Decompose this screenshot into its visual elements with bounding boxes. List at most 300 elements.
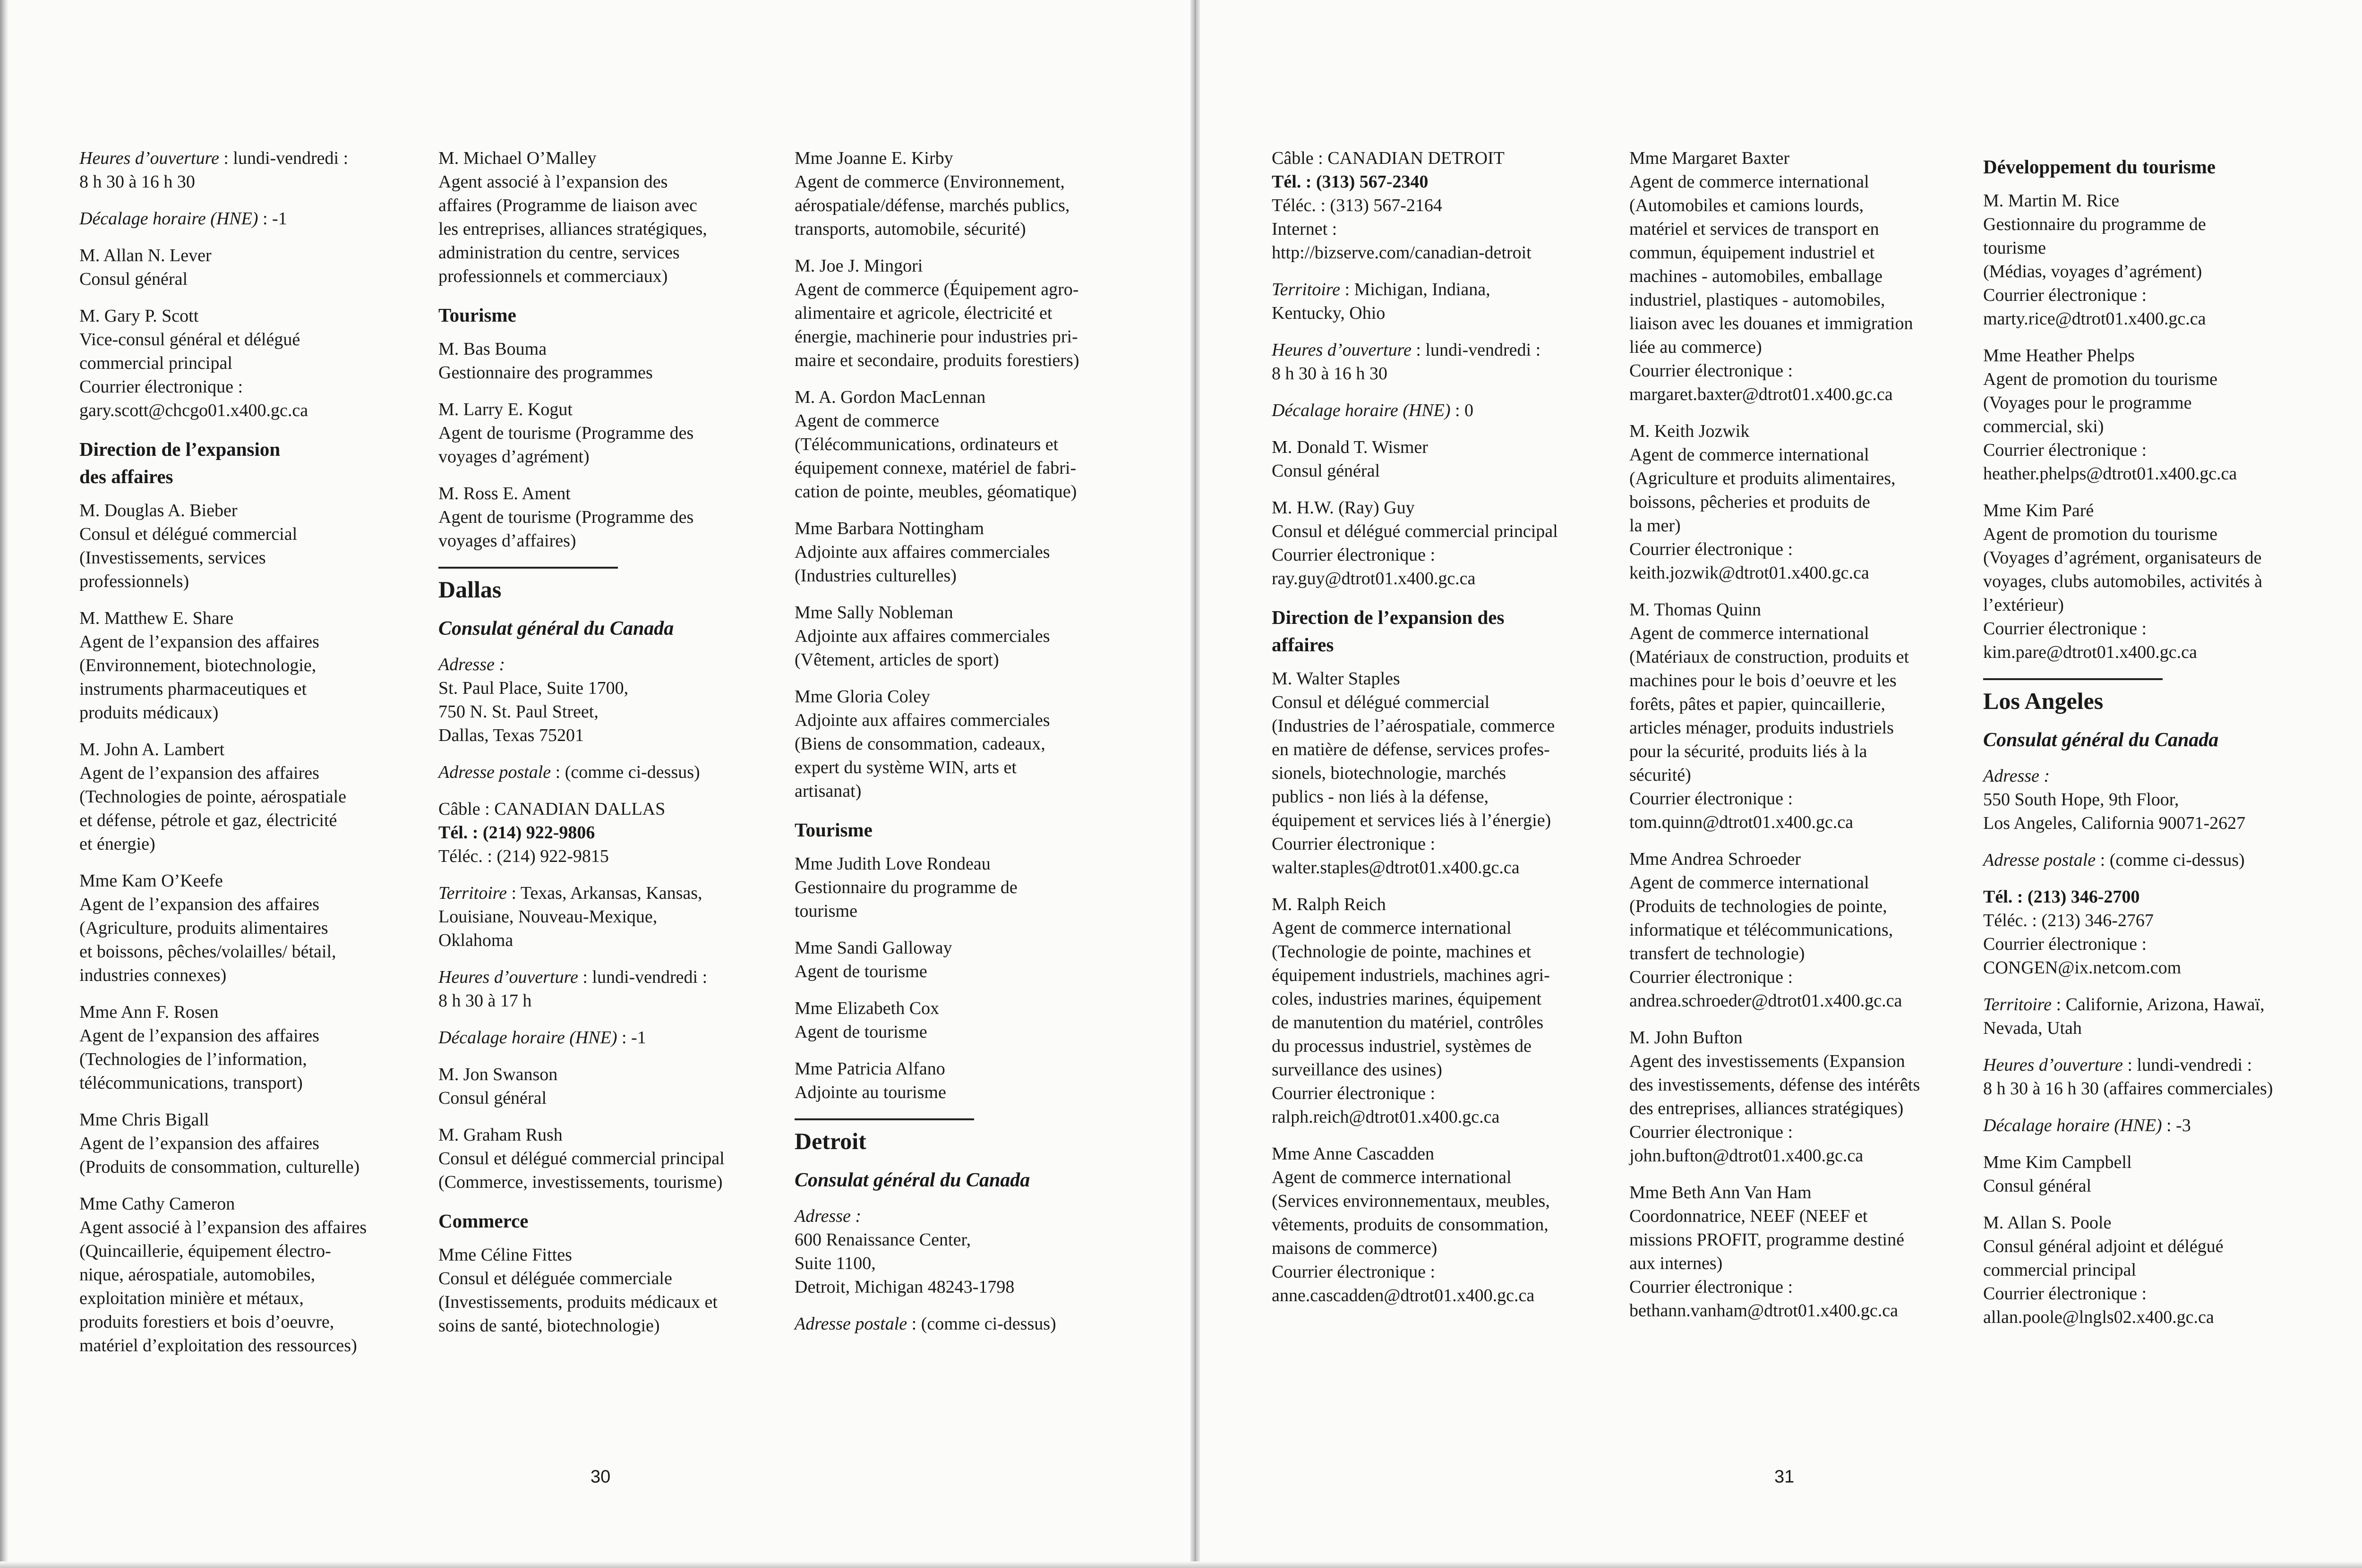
entry-line xyxy=(1629,645,1960,669)
entry-line xyxy=(1629,942,1960,965)
entry-text: (Technologies de pointe, aérospatiale xyxy=(79,787,347,807)
entry-line xyxy=(79,399,410,422)
entry-text: 8 h 30 à 16 h 30 xyxy=(1272,364,1387,383)
entry-text: Consulat général du Canada xyxy=(795,1169,1030,1191)
entry-text: M. Gary P. Scott xyxy=(79,306,199,326)
entry-line xyxy=(1272,893,1602,916)
entry-line xyxy=(79,463,410,490)
entry-text: Adresse : xyxy=(1983,766,2050,786)
entry-text: Mme Beth Ann Van Ham xyxy=(1629,1183,1812,1202)
entry-text: Mme Elizabeth Cox xyxy=(795,998,940,1018)
entry-line xyxy=(79,304,410,328)
entry-text: Téléc. : (213) 346-2767 xyxy=(1983,911,2154,930)
entry-line xyxy=(79,1048,410,1071)
right-page xyxy=(1195,0,2362,1568)
entry-line xyxy=(795,1228,1125,1252)
entry-text: M. Allan N. Lever xyxy=(79,246,212,265)
directory-entry xyxy=(1272,435,1602,483)
entry-text: Adresse : xyxy=(795,1206,862,1226)
directory-entry xyxy=(438,965,769,1013)
entry-line xyxy=(795,1204,1125,1228)
entry-text: tourisme xyxy=(1983,238,2046,258)
directory-entry xyxy=(438,398,769,469)
entry-text: 8 h 30 à 16 h 30 (affaires commerciales) xyxy=(1983,1079,2273,1099)
entry-line xyxy=(79,1071,410,1095)
entry-line xyxy=(795,349,1125,372)
section-heading xyxy=(79,435,410,490)
entry-line xyxy=(1272,1058,1602,1082)
section-heading xyxy=(795,816,1125,844)
entry-text: la mer) xyxy=(1629,516,1681,536)
entry-text: Consulat général du Canada xyxy=(1983,729,2219,751)
entry-text: 8 h 30 à 17 h xyxy=(438,991,532,1011)
directory-entry xyxy=(79,146,410,194)
entry-line xyxy=(1272,194,1602,217)
entry-line xyxy=(438,1170,769,1194)
entry-text: équipement et services liés à l’énergie) xyxy=(1272,810,1551,830)
entry-text: 550 South Hope, 9th Floor, xyxy=(1983,790,2179,810)
entry-line xyxy=(1272,631,1602,658)
entry-line xyxy=(1629,194,1960,217)
entry-text: Heures d’ouverture xyxy=(1272,340,1412,360)
entry-text: Agent de commerce international xyxy=(1629,623,1869,643)
entry-line xyxy=(1983,1077,2314,1100)
entry-text: M. Ralph Reich xyxy=(1272,895,1386,914)
entry-text: boissons, pêcheries et produits de xyxy=(1629,492,1870,512)
entry-line xyxy=(1272,496,1602,520)
entry-line xyxy=(438,301,769,329)
entry-text: Louisiane, Nouveau-Mexique, xyxy=(438,907,658,927)
entry-text: en matière de défense, services profes- xyxy=(1272,740,1550,759)
entry-line xyxy=(1272,399,1602,422)
entry-line xyxy=(1983,189,2314,213)
entry-text: aux internes) xyxy=(1629,1253,1723,1273)
entry-line xyxy=(1983,909,2314,932)
entry-text: des investissements, défense des intérêts xyxy=(1629,1075,1920,1095)
entry-text: Dallas, Texas 75201 xyxy=(438,725,584,745)
entry-value: : -3 xyxy=(2162,1116,2191,1135)
entry-line xyxy=(1629,1097,1960,1120)
entry-text: industries connexes) xyxy=(79,965,227,985)
entry-line xyxy=(1983,932,2314,956)
entry-text: équipement connexe, matériel de fabri- xyxy=(795,458,1077,478)
entry-text: bethann.vanham@dtrot01.x400.gc.ca xyxy=(1629,1301,1898,1321)
entry-text: Direction de l’expansion xyxy=(79,438,281,460)
entry-text: Consul et délégué commercial principal xyxy=(1272,521,1558,541)
entry-text: instruments pharmaceutiques et xyxy=(79,679,307,699)
entry-text: (Agriculture, produits alimentaires xyxy=(79,918,328,938)
entry-line xyxy=(79,1155,410,1179)
entry-line xyxy=(1629,514,1960,537)
entry-text: anne.cascadden@dtrot01.x400.gc.ca xyxy=(1272,1286,1535,1305)
entry-text: Mme Judith Love Rondeau xyxy=(795,854,991,874)
entry-text: (Agriculture et produits alimentaires, xyxy=(1629,469,1896,488)
entry-line xyxy=(1272,714,1602,738)
entry-line xyxy=(438,929,769,952)
entry-text: Mme Barbara Nottingham xyxy=(795,519,984,538)
column-3 xyxy=(795,146,1125,1349)
directory-entry xyxy=(438,881,769,952)
entry-line xyxy=(438,421,769,445)
entry-text: commercial, ski) xyxy=(1983,417,2104,436)
entry-text: Coordonnatrice, NEEF (NEEF et xyxy=(1629,1206,1868,1226)
entry-line xyxy=(79,940,410,963)
entry-line xyxy=(795,756,1125,779)
entry-line xyxy=(1629,217,1960,241)
entry-line xyxy=(79,267,410,291)
entry-line xyxy=(1272,520,1602,543)
entry-line xyxy=(1272,459,1602,483)
directory-entry xyxy=(79,1192,410,1357)
entry-text: matériel et services de transport en xyxy=(1629,219,1879,239)
entry-line xyxy=(795,779,1125,803)
entry-text: pour la sécurité, produits liés à la xyxy=(1629,741,1867,761)
entry-text: (Services environnementaux, meubles, xyxy=(1272,1191,1550,1211)
entry-text: Consul et délégué commercial xyxy=(1272,692,1490,712)
entry-line xyxy=(1272,604,1602,631)
entry-text: Mme Sally Nobleman xyxy=(795,603,953,622)
entry-text: Tourisme xyxy=(438,304,516,326)
entry-line xyxy=(438,194,769,217)
directory-entry xyxy=(438,653,769,747)
entry-line xyxy=(1272,1284,1602,1307)
entry-text: Detroit, Michigan 48243-1798 xyxy=(795,1277,1015,1297)
entry-text: voyages, clubs automobiles, activités à xyxy=(1983,571,2262,591)
directory-entry xyxy=(795,1312,1125,1336)
entry-line xyxy=(1983,640,2314,664)
entry-line xyxy=(795,1057,1125,1081)
entry-text: 750 N. St. Paul Street, xyxy=(438,702,599,722)
entry-text: Agent de tourisme (Programme des xyxy=(438,423,694,443)
entry-text: keith.jozwik@dtrot01.x400.gc.ca xyxy=(1629,563,1869,583)
entry-text: margaret.baxter@dtrot01.x400.gc.ca xyxy=(1629,384,1893,404)
entry-text: énergie, machinerie pour industries pri- xyxy=(795,327,1078,347)
entry-line xyxy=(1983,956,2314,980)
entry-text: (Investissements, produits médicaux et xyxy=(438,1292,718,1312)
entry-text: matériel d’exploitation des ressources) xyxy=(79,1336,357,1355)
entry-text: marty.rice@dtrot01.x400.gc.ca xyxy=(1983,309,2206,329)
entry-value: : Texas, Arkansas, Kansas, xyxy=(507,883,702,903)
entry-text: Courrier électronique : xyxy=(1629,967,1793,987)
entry-line xyxy=(79,207,410,230)
directory-entry xyxy=(1983,344,2314,486)
entry-line xyxy=(1629,146,1960,170)
entry-text: Agent de l’expansion des affaires xyxy=(79,632,319,652)
entry-line xyxy=(438,760,769,784)
entry-text: sécurité) xyxy=(1629,765,1691,785)
entry-line xyxy=(1272,1236,1602,1260)
entry-text: M. Keith Jozwik xyxy=(1629,421,1750,441)
entry-text: affaires xyxy=(1272,634,1334,656)
entry-text: Courrier électronique : xyxy=(1272,834,1436,854)
entry-line xyxy=(1272,543,1602,567)
entry-line xyxy=(1983,788,2314,811)
entry-line xyxy=(1272,338,1602,362)
entry-text: (Télécommunications, ordinateurs et xyxy=(795,435,1059,454)
book-gutter xyxy=(1190,0,1200,1568)
directory-entry xyxy=(1983,189,2314,331)
entry-line xyxy=(1629,598,1960,622)
entry-text: télécommunications, transport) xyxy=(79,1073,303,1093)
entry-line xyxy=(795,1081,1125,1104)
entry-line xyxy=(1272,1166,1602,1189)
directory-entry xyxy=(1983,1114,2314,1137)
entry-line xyxy=(1629,1144,1960,1167)
entry-line xyxy=(795,732,1125,756)
section-rule xyxy=(438,567,618,569)
directory-entry xyxy=(1272,146,1602,264)
entry-line xyxy=(438,797,769,821)
page-number-right: 31 xyxy=(1774,1467,1795,1487)
entry-text: Mme Joanne E. Kirby xyxy=(795,148,953,168)
entry-text: publics - non liés à la défense, xyxy=(1272,787,1489,807)
entry-line xyxy=(1629,264,1960,288)
entry-line xyxy=(79,893,410,916)
entry-line xyxy=(1629,1073,1960,1097)
entry-line xyxy=(438,574,769,605)
directory-entry xyxy=(79,869,410,987)
entry-text: Courrier électronique : xyxy=(1272,1083,1436,1103)
directory-entry xyxy=(795,852,1125,923)
entry-value: : Michigan, Indiana, xyxy=(1340,280,1490,299)
entry-line xyxy=(1983,1016,2314,1040)
entry-text: informatique et télécommunications, xyxy=(1629,920,1893,940)
entry-line xyxy=(1629,561,1960,585)
entry-text: Courrier électronique : xyxy=(1629,1277,1793,1297)
entry-text: Heures d’ouverture xyxy=(1983,1055,2123,1075)
entry-line xyxy=(795,540,1125,564)
entry-text: l’extérieur) xyxy=(1983,595,2064,615)
consulate-heading xyxy=(438,615,769,642)
entry-line xyxy=(1272,987,1602,1011)
entry-line xyxy=(1983,993,2314,1016)
entry-text: gary.scott@chcgo01.x400.gc.ca xyxy=(79,401,308,420)
entry-text: coles, industries marines, équipement xyxy=(1272,989,1541,1009)
directory-entry xyxy=(79,304,410,422)
entry-line xyxy=(79,1024,410,1048)
entry-text: Heures d’ouverture xyxy=(79,148,219,168)
entry-text: (Matériaux de construction, produits et xyxy=(1629,647,1909,667)
entry-value: : -1 xyxy=(258,209,287,229)
entry-line xyxy=(79,499,410,522)
entry-line xyxy=(795,936,1125,960)
entry-text: nique, aérospatiale, automobiles, xyxy=(79,1265,316,1285)
entry-line xyxy=(1983,726,2314,754)
entry-text: http://bizserve.com/canadian-detroit xyxy=(1272,243,1532,263)
entry-text: ralph.reich@dtrot01.x400.gc.ca xyxy=(1272,1107,1500,1127)
section-heading xyxy=(438,301,769,329)
entry-line xyxy=(1983,617,2314,640)
entry-line xyxy=(79,606,410,630)
entry-text: tom.quinn@dtrot01.x400.gc.ca xyxy=(1629,812,1854,832)
entry-line xyxy=(1629,669,1960,692)
entry-text: Téléc. : (313) 567-2164 xyxy=(1272,196,1442,215)
entry-line xyxy=(795,517,1125,540)
entry-text: commercial principal xyxy=(79,353,232,373)
entry-text: voyages d’agrément) xyxy=(438,447,590,467)
entry-line xyxy=(79,701,410,724)
entry-text: Mme Céline Fittes xyxy=(438,1245,572,1265)
entry-line xyxy=(438,1267,769,1290)
entry-text: liée au commerce) xyxy=(1629,337,1762,357)
entry-text: du processus industriel, systèmes de xyxy=(1272,1036,1532,1056)
entry-text: Territoire xyxy=(1983,995,2052,1014)
entry-line xyxy=(1629,241,1960,264)
directory-entry xyxy=(1629,847,1960,1013)
entry-text: Adresse postale xyxy=(795,1314,907,1334)
entry-line xyxy=(795,433,1125,456)
entry-line xyxy=(1629,918,1960,942)
entry-text: (Technologies de l’information, xyxy=(79,1049,307,1069)
entry-line xyxy=(1983,462,2314,486)
entry-text: machines - automobiles, emballage xyxy=(1629,266,1883,286)
entry-line xyxy=(79,570,410,593)
entry-line xyxy=(438,700,769,724)
directory-entry xyxy=(1983,1150,2314,1198)
directory-entry xyxy=(79,207,410,230)
entry-line xyxy=(1629,895,1960,918)
entry-line xyxy=(795,648,1125,672)
directory-entry xyxy=(795,601,1125,672)
directory-entry xyxy=(1983,499,2314,664)
entry-text: M. Allan S. Poole xyxy=(1983,1213,2112,1233)
entry-text: (Automobiles et camions lourds, xyxy=(1629,196,1864,215)
entry-text: Mme Andrea Schroeder xyxy=(1629,849,1801,869)
entry-line xyxy=(438,217,769,241)
entry-text: Consul et délégué commercial xyxy=(79,524,298,544)
entry-line xyxy=(795,997,1125,1020)
entry-text: missions PROFIT, programme destiné xyxy=(1629,1230,1904,1250)
entry-text: Adresse : xyxy=(438,655,505,674)
entry-text: vêtements, produits de consommation, xyxy=(1272,1215,1549,1235)
entry-text: Gestionnaire du programme de xyxy=(795,878,1018,897)
entry-value: : (comme ci-dessus) xyxy=(907,1314,1056,1334)
entry-line xyxy=(1983,307,2314,331)
entry-line xyxy=(1983,153,2314,180)
entry-line xyxy=(795,564,1125,588)
entry-text: heather.phelps@dtrot01.x400.gc.ca xyxy=(1983,464,2237,484)
entry-line xyxy=(795,456,1125,480)
column-6 xyxy=(1983,146,2314,1342)
entry-line xyxy=(1629,1228,1960,1252)
entry-line xyxy=(795,960,1125,983)
directory-entry xyxy=(1983,848,2314,872)
directory-entry xyxy=(1983,993,2314,1040)
entry-line xyxy=(79,1192,410,1216)
entry-text: Courrier électronique : xyxy=(1983,619,2147,639)
entry-value: : lundi-vendredi : xyxy=(2122,1055,2252,1075)
entry-text: expert du système WIN, arts et xyxy=(795,758,1017,777)
entry-text: Mme Sandi Galloway xyxy=(795,938,952,958)
entry-text: Territoire xyxy=(1272,280,1341,299)
entry-text: Territoire xyxy=(438,883,507,903)
entry-text: de manutention du matériel, contrôles xyxy=(1272,1013,1544,1032)
entry-line xyxy=(1629,847,1960,871)
entry-line xyxy=(795,1252,1125,1275)
directory-entry xyxy=(79,1000,410,1095)
entry-text: Tél. : (213) 346-2700 xyxy=(1983,887,2140,907)
directory-entry xyxy=(1629,419,1960,585)
entry-text: Los Angeles xyxy=(1983,688,2104,714)
entry-line xyxy=(795,385,1125,409)
entry-text: Adresse postale xyxy=(438,762,551,782)
entry-line xyxy=(79,1216,410,1239)
entry-text: et défense, pétrole et gaz, électricité xyxy=(79,810,337,830)
entry-line xyxy=(1983,1258,2314,1282)
entry-line xyxy=(438,881,769,905)
directory-entry xyxy=(1629,1181,1960,1322)
entry-line xyxy=(79,832,410,856)
entry-line xyxy=(795,480,1125,503)
entry-line xyxy=(1272,1034,1602,1058)
entry-line xyxy=(79,351,410,375)
entry-line xyxy=(1983,1282,2314,1305)
entry-text: Agent de l’expansion des affaires xyxy=(79,895,319,914)
entry-line xyxy=(1629,359,1960,383)
entry-text: Agent de commerce international xyxy=(1629,172,1869,192)
directory-entry xyxy=(1272,338,1602,385)
entry-line xyxy=(1983,415,2314,438)
entry-line xyxy=(1629,810,1960,834)
entry-text: 8 h 30 à 16 h 30 xyxy=(79,172,195,192)
entry-text: Agent de commerce international xyxy=(1629,445,1869,465)
entry-line xyxy=(1272,832,1602,856)
entry-text: allan.poole@lngls02.x400.gc.ca xyxy=(1983,1307,2214,1327)
entry-text: walter.staples@dtrot01.x400.gc.ca xyxy=(1272,858,1520,878)
entry-text: St. Paul Place, Suite 1700, xyxy=(438,678,629,698)
directory-entry xyxy=(1629,598,1960,834)
entry-text: M. Thomas Quinn xyxy=(1629,600,1762,620)
entry-line xyxy=(438,965,769,989)
entry-text: Consul et déléguée commerciale xyxy=(438,1269,672,1288)
entry-line xyxy=(1983,499,2314,522)
entry-line xyxy=(1629,1299,1960,1322)
entry-text: Commerce xyxy=(438,1210,529,1232)
entry-text: Mme Chris Bigall xyxy=(79,1110,209,1130)
directory-entry xyxy=(795,517,1125,588)
entry-text: maisons de commerce) xyxy=(1272,1238,1438,1258)
entry-line xyxy=(795,409,1125,433)
entry-line xyxy=(1272,809,1602,832)
entry-text: Consul et délégué commercial principal xyxy=(438,1149,725,1168)
entry-line xyxy=(79,244,410,267)
entry-text: Mme Anne Cascadden xyxy=(1272,1144,1435,1164)
entry-line xyxy=(1983,344,2314,367)
entry-line xyxy=(438,821,769,844)
entry-text: industriel, plastiques - automobiles, xyxy=(1629,290,1885,310)
entry-line xyxy=(1272,916,1602,940)
entry-line xyxy=(1272,1142,1602,1166)
directory-entry xyxy=(438,146,769,288)
entry-text: transfert de technologie) xyxy=(1629,944,1805,963)
entry-line xyxy=(438,1243,769,1267)
entry-text: Agent de commerce (Environnement, xyxy=(795,172,1065,192)
section-rule xyxy=(795,1118,974,1120)
column-5 xyxy=(1629,146,1960,1336)
directory-entry xyxy=(438,1123,769,1194)
entry-line xyxy=(79,869,410,893)
entry-line xyxy=(1272,1213,1602,1236)
entry-value: : lundi-vendredi : xyxy=(219,148,349,168)
entry-line xyxy=(79,654,410,677)
entry-text: Oklahoma xyxy=(438,930,513,950)
entry-line xyxy=(79,546,410,570)
entry-line xyxy=(79,1263,410,1287)
entry-text: M. Bas Bouma xyxy=(438,339,547,359)
entry-text: des entreprises, alliances stratégiques) xyxy=(1629,1099,1904,1118)
entry-text: Courrier électronique : xyxy=(1272,545,1436,565)
entry-line xyxy=(438,445,769,469)
